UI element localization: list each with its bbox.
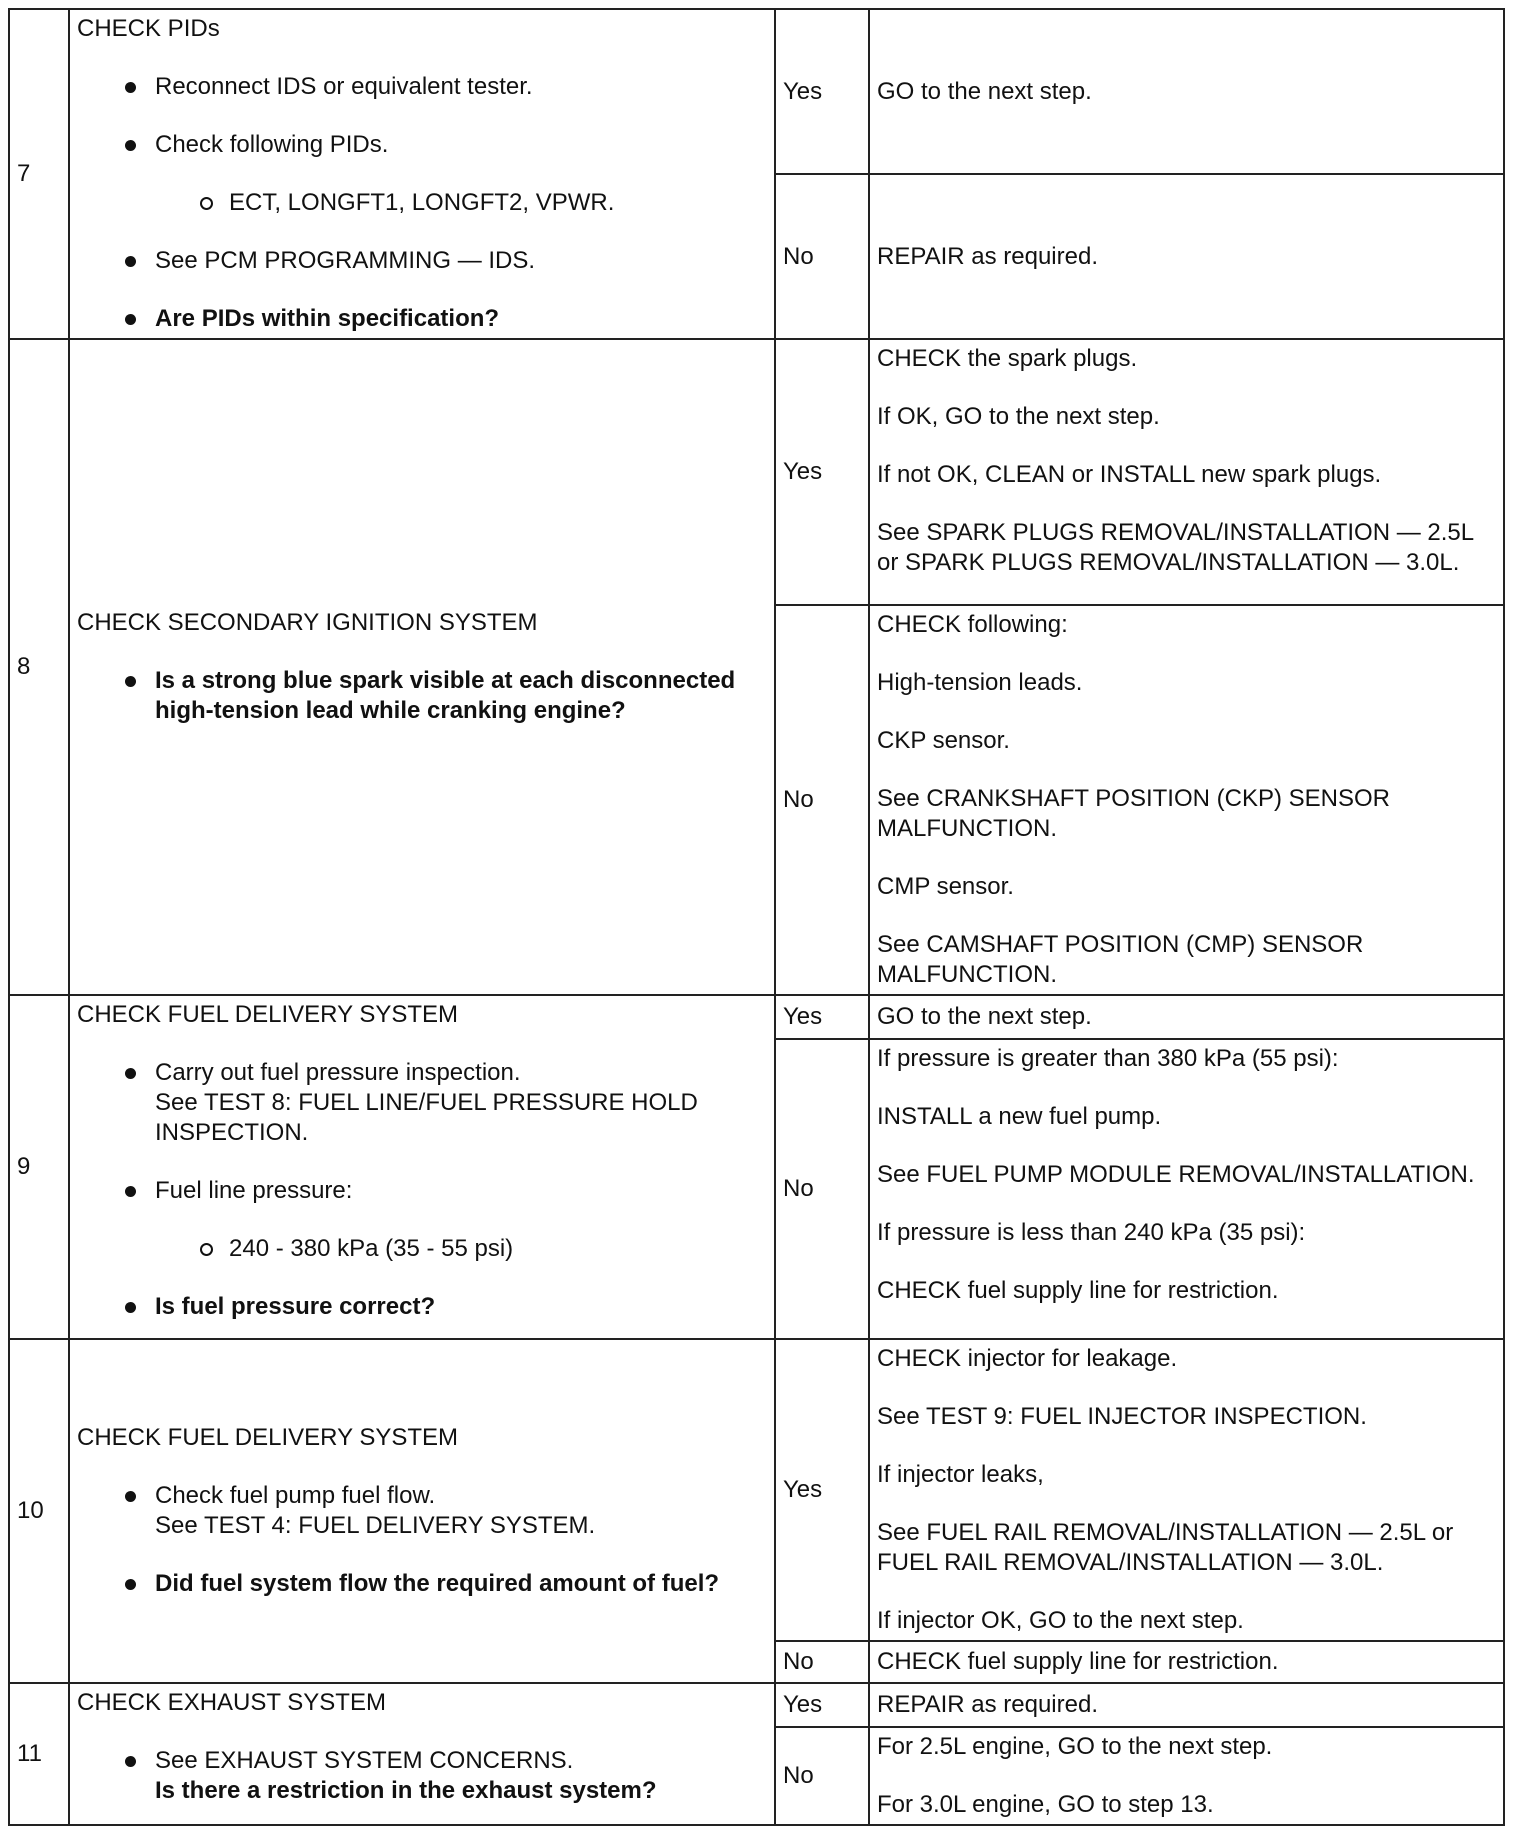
action-line: CHECK following: [877, 611, 1068, 638]
step-action [69, 339, 775, 995]
action-line: CHECK the spark plugs. [877, 345, 1138, 372]
action-yes [869, 1339, 1504, 1641]
action-yes: GO to the next step. [869, 995, 1504, 1039]
sub-list-item: 240 - 380 kPa (35 - 55 psi) [77, 1234, 767, 1264]
bullet-list [77, 72, 767, 160]
answer-yes: Yes [775, 1339, 869, 1641]
action-line: See SPARK PLUGS REMOVAL/INSTALLATION — 2.5L or SPARK PLUGS REMOVAL/INSTALLATION — 3.0L. [877, 519, 1474, 576]
action-line: If injector leaks, [877, 1461, 1044, 1488]
action-line: If pressure is less than 240 kPa (35 psi): [877, 1219, 1306, 1246]
action-yes [869, 339, 1504, 605]
list-item-text: Check following PIDs. [155, 131, 389, 158]
action-line: CKP sensor. [877, 727, 1010, 754]
step-row [9, 995, 1504, 1039]
action-line: For 2.5L engine, GO to the next step. [877, 1733, 1273, 1760]
answer-yes: Yes [775, 9, 869, 174]
step-number: 8 [9, 339, 69, 995]
action-no: CHECK fuel supply line for restriction. [869, 1641, 1504, 1683]
step-row [9, 1683, 1504, 1727]
reference-text: See TEST 8: FUEL LINE/FUEL PRESSURE HOLD INSPECTION. [155, 1089, 698, 1146]
bullet-list [77, 1292, 767, 1322]
action-no [869, 1727, 1504, 1825]
bullet-list [77, 1176, 767, 1206]
action-line: See CAMSHAFT POSITION (CMP) SENSOR MALFUNCTION. [877, 931, 1364, 988]
answer-yes: Yes [775, 1683, 869, 1727]
step-action [69, 1339, 775, 1683]
action-line: If OK, GO to the next step. [877, 403, 1160, 430]
answer-no: No [775, 174, 869, 339]
action-line: See FUEL PUMP MODULE REMOVAL/INSTALLATION. [877, 1161, 1475, 1188]
step-number: 10 [9, 1339, 69, 1683]
step-number: 7 [9, 9, 69, 339]
bullet-list [77, 1481, 767, 1511]
step-row [9, 9, 1504, 174]
answer-yes: Yes [775, 339, 869, 605]
bullet-list [77, 666, 767, 726]
step-action [69, 995, 775, 1339]
sub-list [77, 1234, 767, 1264]
action-line: If pressure is greater than 380 kPa (55 psi): [877, 1045, 1339, 1072]
diagnostic-table [8, 8, 1505, 1826]
sub-list [77, 188, 767, 218]
answer-no: No [775, 605, 869, 995]
action-line: High-tension leads. [877, 669, 1083, 696]
answer-no: No [775, 1727, 869, 1825]
action-no [869, 605, 1504, 995]
list-item [77, 130, 767, 160]
action-line: CHECK injector for leakage. [877, 1345, 1178, 1372]
step-title: CHECK SECONDARY IGNITION SYSTEM [77, 609, 538, 636]
action-line: INSTALL a new fuel pump. [877, 1103, 1162, 1130]
step-question: Are PIDs within specification? [77, 304, 767, 334]
list-item: Carry out fuel pressure inspection. [77, 1058, 767, 1088]
bullet-list [77, 1058, 767, 1088]
list-item: Reconnect IDS or equivalent tester. [77, 72, 767, 102]
step-row [9, 339, 1504, 605]
action-line: If injector OK, GO to the next step. [877, 1607, 1244, 1634]
action-yes: GO to the next step. [869, 9, 1504, 174]
action-line: See TEST 9: FUEL INJECTOR INSPECTION. [877, 1403, 1367, 1430]
reference-text: See TEST 4: FUEL DELIVERY SYSTEM. [155, 1512, 596, 1539]
answer-no: No [775, 1039, 869, 1339]
sub-list-item: ECT, LONGFT1, LONGFT2, VPWR. [77, 188, 767, 218]
action-line: If not OK, CLEAN or INSTALL new spark plugs. [877, 461, 1382, 488]
step-question: Is fuel pressure correct? [77, 1292, 767, 1322]
step-action [69, 9, 775, 339]
action-no [869, 1039, 1504, 1339]
step-number: 9 [9, 995, 69, 1339]
step-title: CHECK FUEL DELIVERY SYSTEM [77, 1424, 458, 1451]
action-line: For 3.0L engine, GO to step 13. [877, 1791, 1214, 1818]
step-title: CHECK PIDs [77, 15, 220, 42]
step-number: 11 [9, 1683, 69, 1825]
step-title: CHECK EXHAUST SYSTEM [77, 1689, 386, 1716]
action-line: CHECK fuel supply line for restriction. [877, 1277, 1279, 1304]
list-item: Fuel line pressure: [77, 1176, 767, 1206]
step-question: Is there a restriction in the exhaust system? [155, 1777, 657, 1804]
step-question: Is a strong blue spark visible at each disconnected high-tension lead while cranking engine? [77, 666, 767, 726]
action-line: See CRANKSHAFT POSITION (CKP) SENSOR MALFUNCTION. [877, 785, 1390, 842]
bullet-list [77, 246, 767, 334]
step-row [9, 1339, 1504, 1641]
bullet-list [77, 1569, 767, 1599]
answer-yes: Yes [775, 995, 869, 1039]
step-title: CHECK FUEL DELIVERY SYSTEM [77, 1001, 458, 1028]
bullet-list [77, 1746, 767, 1776]
action-line: See FUEL RAIL REMOVAL/INSTALLATION — 2.5L or FUEL RAIL REMOVAL/INSTALLATION — 3.0L. [877, 1519, 1454, 1576]
step-action [69, 1683, 775, 1825]
answer-no: No [775, 1641, 869, 1683]
list-item: Check fuel pump fuel flow. [77, 1481, 767, 1511]
list-item: See EXHAUST SYSTEM CONCERNS. [77, 1746, 767, 1776]
action-no: REPAIR as required. [869, 174, 1504, 339]
list-item: See PCM PROGRAMMING — IDS. [77, 246, 767, 276]
action-line: CMP sensor. [877, 873, 1014, 900]
action-yes: REPAIR as required. [869, 1683, 1504, 1727]
step-question: Did fuel system flow the required amount of fuel? [77, 1569, 767, 1599]
